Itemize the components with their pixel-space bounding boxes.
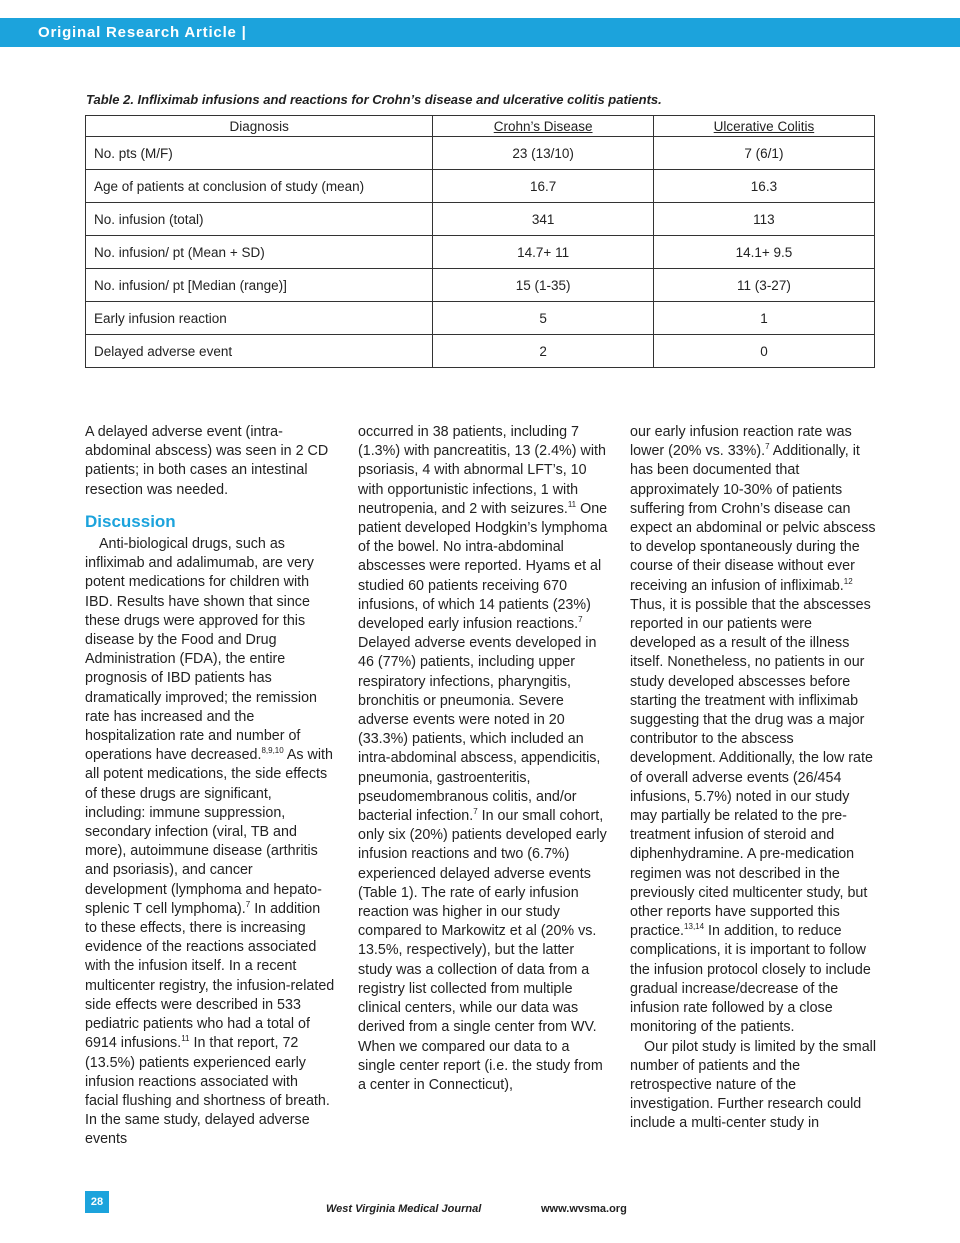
row-label: No. pts (M/F) xyxy=(86,137,433,170)
row-label: Delayed adverse event xyxy=(86,335,433,368)
table-row xyxy=(86,269,875,302)
text-column-3 xyxy=(630,423,878,1134)
row-label: No. infusion/ pt (Mean + SD) xyxy=(86,236,433,269)
uc-value: 1 xyxy=(653,302,874,335)
paragraph-intro: A delayed adverse event (intra-abdominal abscess) was seen in 2 CD patients; in both cases an intestinal resection was needed. xyxy=(85,424,329,498)
citation: 8,9,10 xyxy=(261,746,284,756)
citation: 7 xyxy=(765,442,770,452)
text-run: As with all potent medications, the side effects of these drugs are significant, including: immune suppression, secondary infection (viral, TB and more), autoimmune disease (arthritis and psoriasis), and cancer development (lymphoma and hepato-splenic T cell lymphoma). xyxy=(85,747,333,917)
crohns-value: 14.7+ 11 xyxy=(433,236,654,269)
text-run: In addition to these effects, there is increasing evidence of the reactions associated with the infusion itself. In a recent multicenter registry, the infusion-related side effects were described in 533 pediatric patients who had a total of 6914 infusions. xyxy=(85,900,335,1052)
crohns-value: 2 xyxy=(433,335,654,368)
header-crohns: Crohn’s Disease xyxy=(433,116,654,137)
journal-name: West Virginia Medical Journal xyxy=(326,1203,482,1215)
text-run: Delayed adverse events developed in 46 (77%) patients, including upper respiratory infections, pharyngitis, bronchitis or pneumonia. Severe adverse events were noted in 20 (33.3%) patients, which included an intra-abdominal abscess, appendicitis, pneumonia, gastroenteritis, pseudomembranous colitis, and/or bacterial infection. xyxy=(358,635,601,825)
crohns-value: 23 (13/10) xyxy=(433,137,654,170)
crohns-value: 5 xyxy=(433,302,654,335)
uc-value: 7 (6/1) xyxy=(653,137,874,170)
table-row xyxy=(86,137,875,170)
header-diagnosis: Diagnosis xyxy=(86,116,433,137)
crohns-value: 15 (1-35) xyxy=(433,269,654,302)
uc-value: 113 xyxy=(653,203,874,236)
paragraph-continued xyxy=(630,423,878,1038)
row-label: Early infusion reaction xyxy=(86,302,433,335)
text-run: In addition, to reduce complications, it is important to follow the infusion protocol closely to include gradual increase/decrease of the infusion rate followed by a close monitoring of the patients. xyxy=(630,923,871,1036)
text-run: One patient developed Hodgkin’s lymphoma of the bowel. No intra-abdominal abscesses were reported. Hyams et al studied 60 patients receiving 670 infusions, of which 14 patients (23%) developed early infusion reactions. xyxy=(358,500,608,633)
discussion-heading: Discussion xyxy=(85,511,176,531)
text-run: Thus, it is possible that the abscesses reported in our patients were developed as a result of the illness itself. Nonetheless, no patients in our study developed abscesses before starting the treatment with infliximab suggesting that the drug was a major contributor to the abscess development. Additionally, the low rate of overall adverse events (26/454 infusions, 5.7%) noted in our study may partially be related to the pre-treatment infusion of steroid and diphenhydramine. A pre-medication regimen was not described in the previously cited multicenter study, but other reports have supported this practice. xyxy=(630,596,873,940)
row-label: No. infusion (total) xyxy=(86,203,433,236)
table-row xyxy=(86,302,875,335)
citation: 7 xyxy=(473,807,478,817)
journal-url: www.wvsma.org xyxy=(541,1203,627,1215)
table-caption: Table 2. Infliximab infusions and reactions for Crohn’s disease and ulcerative colitis patients. xyxy=(86,92,662,107)
paragraph-limitations: Our pilot study is limited by the small number of patients and the retrospective nature of the investigation. Further research could include a multi-center study in xyxy=(630,1038,877,1132)
table-row xyxy=(86,170,875,203)
text-column-1 xyxy=(85,423,335,1150)
paragraph-continued xyxy=(358,423,608,1095)
crohns-value: 341 xyxy=(433,203,654,236)
text-run: Additionally, it has been documented that approximately 10-30% of patients suffering from Crohn’s disease can expect an abdominal or pelvic abscess to develop spontaneously during the course of their disease without ever receiving an infusion of infliximab. xyxy=(630,443,876,594)
table-row xyxy=(86,203,875,236)
uc-value: 0 xyxy=(653,335,874,368)
citation: 13,14 xyxy=(684,922,705,932)
text-run: In our small cohort, only six (20%) patients developed early infusion reactions and two (6.7%) experienced delayed adverse events (Table 1). The rate of early infusion reaction was higher in our study compared to Markowitz et al (20% vs. 13.5%, respectively), but the latter study was a collection of data from a registry list collected from multiple clinical centers, while our data was derived from a single center from WV. When we compared our data to a single center report (i.e. the study from a center in Connecticut), xyxy=(358,808,607,1093)
uc-value: 16.3 xyxy=(653,170,874,203)
citation: 7 xyxy=(245,899,251,909)
section-label: Original Research Article | xyxy=(38,24,247,41)
citation: 12 xyxy=(843,576,853,586)
header-uc: Ulcerative Colitis xyxy=(653,116,874,137)
text-run: Anti-biological drugs, such as infliximab and adalimumab, are very potent medications for children with IBD. Results have shown that since these drugs were approved for this disease by the Food and Drug Administration (FDA), the entire prognosis of IBD patients has dramatically improved; the remission rate has increased and the hospitalization rate and number of operations have decreased. xyxy=(85,536,318,764)
header-bar xyxy=(0,18,960,47)
citation: 11 xyxy=(567,499,577,509)
uc-value: 14.1+ 9.5 xyxy=(653,236,874,269)
text-run: In that report, 72 (13.5%) patients experienced early infusion reactions associated with facial flushing and shortness of breath. In the same study, delayed adverse events xyxy=(85,1035,330,1148)
results-table xyxy=(85,115,875,368)
row-label: Age of patients at conclusion of study (mean) xyxy=(86,170,433,203)
row-label: No. infusion/ pt [Median (range)] xyxy=(86,269,433,302)
text-run: our early infusion reaction rate was lower (20% vs. 33%). xyxy=(630,424,852,460)
crohns-value: 16.7 xyxy=(433,170,654,203)
uc-value: 11 (3-27) xyxy=(653,269,874,302)
table-row xyxy=(86,236,875,269)
paragraph-discussion xyxy=(85,535,335,1150)
citation: 11 xyxy=(181,1034,190,1044)
table-row xyxy=(86,335,875,368)
text-column-2 xyxy=(358,423,608,1095)
table-header-row xyxy=(86,116,875,137)
citation: 7 xyxy=(578,615,583,625)
text-run: occurred in 38 patients, including 7 (1.3%) with pancreatitis, 13 (2.4%) with psoriasis, 4 with abnormal LFT’s, 10 with opportunistic infections, 1 with neutropenia, and 2 with seizures. xyxy=(358,424,606,517)
page-number: 28 xyxy=(85,1191,109,1213)
